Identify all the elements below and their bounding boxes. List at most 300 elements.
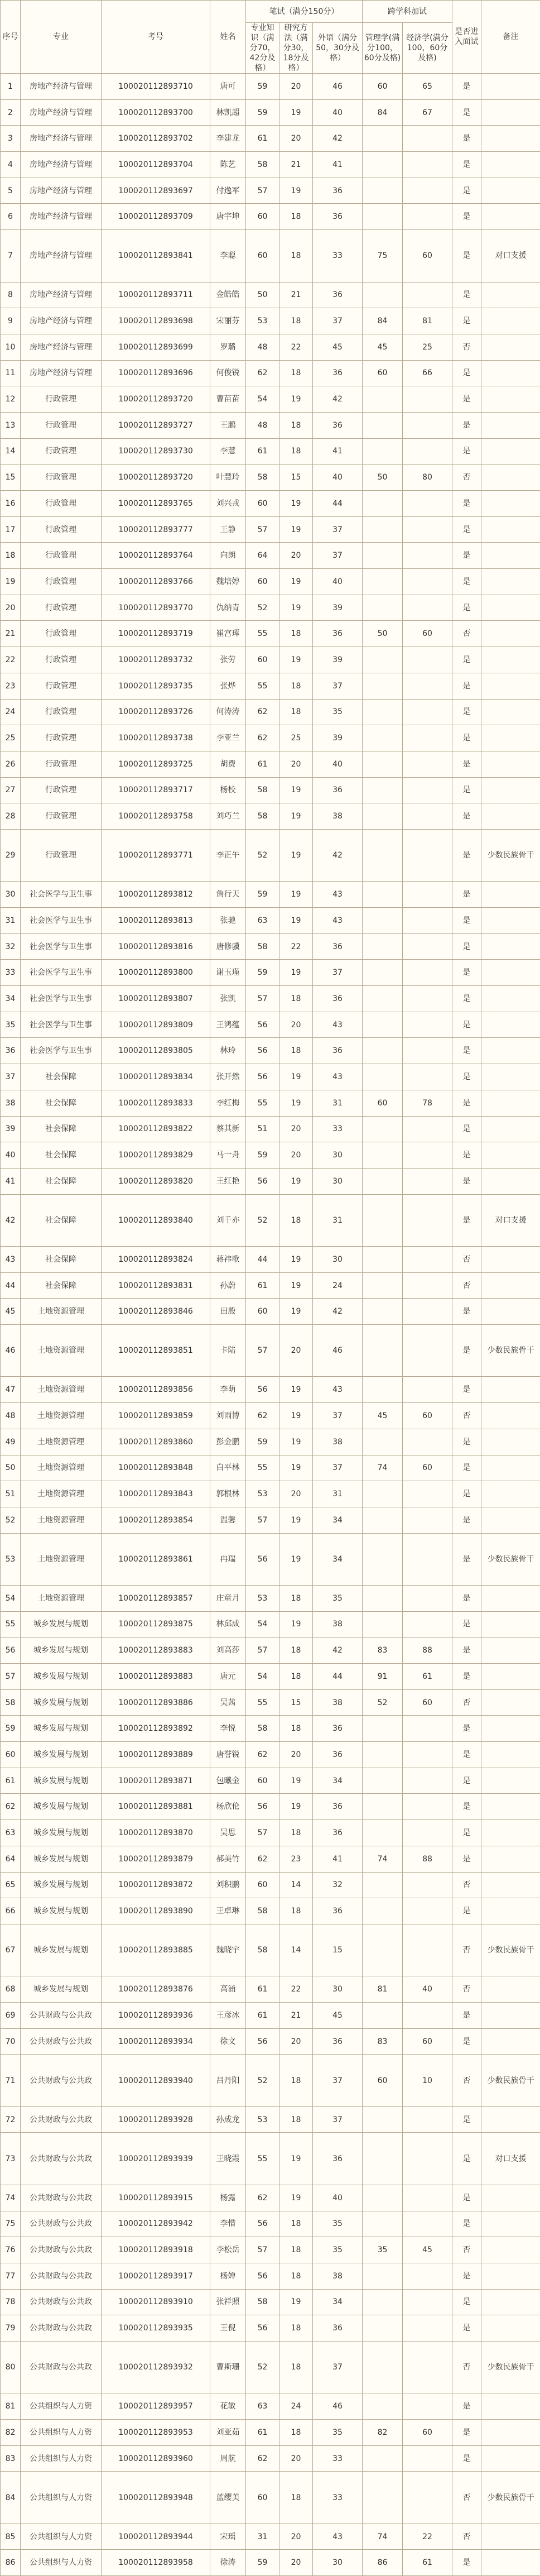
cell-foreign: 37 (313, 960, 363, 986)
cell-interview: 是 (452, 1455, 481, 1481)
cell-econ: 81 (403, 308, 452, 334)
cell-prof: 58 (246, 933, 279, 960)
cell-exam-no: 100020112893699 (102, 334, 210, 360)
table-row (1, 1455, 540, 1481)
cell-method: 19 (279, 178, 313, 204)
cell-interview: 是 (452, 882, 481, 908)
cell-seq: 17 (1, 516, 21, 543)
cell-method: 18 (279, 2420, 313, 2446)
cell-seq: 39 (1, 1116, 21, 1142)
cell-remark (481, 308, 540, 334)
cell-prof: 57 (246, 1325, 279, 1377)
cell-mgmt (363, 126, 403, 152)
cell-prof: 56 (246, 1168, 279, 1194)
cell-remark (481, 1272, 540, 1299)
table-row (1, 803, 540, 830)
cell-prof: 60 (246, 1768, 279, 1794)
cell-major: 行政管理 (21, 725, 102, 751)
cell-econ (403, 438, 452, 465)
cell-interview: 是 (452, 386, 481, 413)
cell-interview: 是 (452, 699, 481, 725)
table-row (1, 595, 540, 621)
header-major: 专业 (21, 1, 102, 74)
cell-econ: 60 (403, 2420, 452, 2446)
cell-prof: 52 (246, 595, 279, 621)
cell-mgmt (363, 2472, 403, 2524)
cell-interview: 是 (452, 1585, 481, 1611)
cell-interview: 否 (452, 1246, 481, 1272)
cell-seq: 9 (1, 308, 21, 334)
cell-name: 张凯 (210, 986, 246, 1012)
cell-remark (481, 1637, 540, 1664)
cell-foreign: 34 (313, 1533, 363, 1585)
table-row (1, 1090, 540, 1116)
cell-name: 周航 (210, 2445, 246, 2472)
cell-econ: 60 (403, 621, 452, 647)
cell-mgmt: 45 (363, 1403, 403, 1429)
cell-exam-no: 100020112893910 (102, 2289, 210, 2315)
cell-prof: 56 (246, 1012, 279, 1038)
table-row (1, 2237, 540, 2263)
cell-interview: 是 (452, 1090, 481, 1116)
cell-remark (481, 1716, 540, 1742)
cell-exam-no: 100020112893957 (102, 2393, 210, 2420)
cell-seq: 7 (1, 230, 21, 282)
cell-name: 李萌 (210, 1377, 246, 1403)
cell-remark: 少数民族骨干 (481, 1533, 540, 1585)
cell-prof: 59 (246, 99, 279, 126)
cell-prof: 52 (246, 2341, 279, 2393)
cell-remark: 对口支援 (481, 1194, 540, 1246)
cell-mgmt (363, 1742, 403, 1768)
header-written-prof: 专业知识（满分70，42分及格） (246, 23, 279, 74)
cell-major: 公共财政与公共政 (21, 2055, 102, 2106)
cell-interview: 是 (452, 1142, 481, 1169)
cell-seq: 70 (1, 2028, 21, 2055)
cell-econ (403, 1246, 452, 1272)
cell-econ: 22 (403, 2524, 452, 2550)
cell-method: 19 (279, 960, 313, 986)
cell-method: 18 (279, 2237, 313, 2263)
cell-name: 刘千亦 (210, 1194, 246, 1246)
cell-name: 包曦金 (210, 1768, 246, 1794)
cell-econ (403, 412, 452, 438)
cell-seq: 5 (1, 178, 21, 204)
cell-major: 行政管理 (21, 491, 102, 517)
cell-major: 土地资源管理 (21, 1429, 102, 1455)
cell-name: 李聪 (210, 230, 246, 282)
cell-major: 房地产经济与管理 (21, 99, 102, 126)
table-row (1, 621, 540, 647)
cell-method: 21 (279, 152, 313, 178)
cell-exam-no: 100020112893730 (102, 438, 210, 465)
cell-seq: 85 (1, 2524, 21, 2550)
cell-major: 公共财政与公共政 (21, 2133, 102, 2185)
cell-name: 刘高莎 (210, 1637, 246, 1664)
cell-foreign: 43 (313, 2524, 363, 2550)
table-row (1, 1377, 540, 1403)
cell-exam-no: 100020112893883 (102, 1664, 210, 1690)
cell-remark (481, 1976, 540, 2003)
cell-econ (403, 282, 452, 308)
cell-econ (403, 126, 452, 152)
cell-foreign: 31 (313, 1481, 363, 1507)
cell-mgmt (363, 2133, 403, 2185)
cell-interview: 是 (452, 2211, 481, 2237)
cell-econ (403, 1038, 452, 1064)
cell-name: 金皓皓 (210, 282, 246, 308)
cell-seq: 23 (1, 673, 21, 699)
cell-mgmt (363, 1611, 403, 1637)
cell-mgmt: 81 (363, 1976, 403, 2003)
cell-name: 李悦 (210, 1716, 246, 1742)
cell-seq: 47 (1, 1377, 21, 1403)
cell-major: 公共财政与公共政 (21, 2315, 102, 2342)
cell-seq: 31 (1, 908, 21, 934)
cell-seq: 58 (1, 1689, 21, 1716)
cell-interview: 否 (452, 1872, 481, 1898)
table-row (1, 960, 540, 986)
cell-remark (481, 1507, 540, 1533)
cell-exam-no: 100020112893710 (102, 74, 210, 100)
cell-exam-no: 100020112893829 (102, 1142, 210, 1169)
cell-mgmt (363, 1325, 403, 1377)
cell-seq: 75 (1, 2211, 21, 2237)
cell-remark (481, 569, 540, 595)
cell-seq: 65 (1, 1872, 21, 1898)
cell-foreign: 40 (313, 99, 363, 126)
cell-econ (403, 986, 452, 1012)
cell-seq: 79 (1, 2315, 21, 2342)
cell-major: 土地资源管理 (21, 1481, 102, 1507)
cell-foreign: 36 (313, 1038, 363, 1064)
cell-foreign: 37 (313, 1455, 363, 1481)
cell-interview: 是 (452, 1716, 481, 1742)
cell-major: 行政管理 (21, 751, 102, 777)
cell-interview: 是 (452, 1533, 481, 1585)
cell-econ (403, 2445, 452, 2472)
cell-foreign: 42 (313, 1299, 363, 1325)
cell-exam-no: 100020112893813 (102, 908, 210, 934)
cell-econ (403, 386, 452, 413)
cell-prof: 61 (246, 1976, 279, 2003)
cell-method: 19 (279, 1272, 313, 1299)
cell-name: 田殷 (210, 1299, 246, 1325)
table-row (1, 2185, 540, 2211)
cell-econ (403, 1768, 452, 1794)
cell-interview: 是 (452, 1377, 481, 1403)
cell-mgmt (363, 1116, 403, 1142)
cell-exam-no: 100020112893918 (102, 2237, 210, 2263)
cell-name: 李惜 (210, 2211, 246, 2237)
cell-major: 公共财政与公共政 (21, 2263, 102, 2289)
table-row (1, 1246, 540, 1272)
cell-econ (403, 2289, 452, 2315)
cell-foreign: 43 (313, 882, 363, 908)
cell-prof: 59 (246, 2550, 279, 2576)
cell-major: 土地资源管理 (21, 1533, 102, 1585)
cell-mgmt (363, 1038, 403, 1064)
cell-econ (403, 569, 452, 595)
header-name: 姓名 (210, 1, 246, 74)
cell-method: 15 (279, 465, 313, 491)
cell-interview: 是 (452, 74, 481, 100)
cell-econ (403, 2211, 452, 2237)
cell-foreign: 41 (313, 152, 363, 178)
cell-interview: 是 (452, 2315, 481, 2342)
cell-name: 叶慧玲 (210, 465, 246, 491)
cell-prof: 58 (246, 1898, 279, 1924)
cell-prof: 57 (246, 178, 279, 204)
cell-foreign: 34 (313, 1507, 363, 1533)
cell-seq: 28 (1, 803, 21, 830)
table-row (1, 986, 540, 1012)
cell-remark (481, 1064, 540, 1090)
table-row (1, 230, 540, 282)
table-row (1, 569, 540, 595)
cell-foreign: 40 (313, 2185, 363, 2211)
cell-exam-no: 100020112893720 (102, 465, 210, 491)
cell-econ: 65 (403, 74, 452, 100)
cell-seq: 84 (1, 2472, 21, 2524)
cell-econ (403, 1168, 452, 1194)
cell-method: 19 (279, 1246, 313, 1272)
cell-name: 杨欣伦 (210, 1794, 246, 1820)
cell-seq: 24 (1, 699, 21, 725)
cell-remark (481, 1664, 540, 1690)
cell-method: 20 (279, 1142, 313, 1169)
cell-exam-no: 100020112893816 (102, 933, 210, 960)
cell-econ (403, 1325, 452, 1377)
cell-mgmt (363, 1794, 403, 1820)
table-row (1, 74, 540, 100)
cell-seq: 57 (1, 1664, 21, 1690)
cell-interview: 是 (452, 204, 481, 230)
cell-exam-no: 100020112893696 (102, 360, 210, 386)
cell-prof: 61 (246, 751, 279, 777)
cell-prof: 57 (246, 986, 279, 1012)
cell-major: 公共财政与公共政 (21, 2106, 102, 2133)
cell-foreign: 35 (313, 2211, 363, 2237)
cell-method: 19 (279, 2289, 313, 2315)
cell-prof: 62 (246, 1846, 279, 1872)
cell-exam-no: 100020112893843 (102, 1481, 210, 1507)
cell-prof: 62 (246, 725, 279, 751)
cell-foreign: 45 (313, 2002, 363, 2028)
cell-exam-no: 100020112893856 (102, 1377, 210, 1403)
cell-prof: 61 (246, 2420, 279, 2446)
cell-foreign: 34 (313, 2289, 363, 2315)
cell-prof: 62 (246, 1742, 279, 1768)
table-row (1, 2472, 540, 2524)
cell-econ: 67 (403, 99, 452, 126)
cell-econ: 60 (403, 1403, 452, 1429)
cell-remark (481, 1012, 540, 1038)
cell-major: 公共财政与公共政 (21, 2028, 102, 2055)
cell-interview: 是 (452, 491, 481, 517)
cell-interview: 是 (452, 725, 481, 751)
cell-prof: 58 (246, 1716, 279, 1742)
cell-major: 行政管理 (21, 829, 102, 881)
cell-foreign: 42 (313, 1637, 363, 1664)
cell-seq: 19 (1, 569, 21, 595)
cell-seq: 66 (1, 1898, 21, 1924)
cell-remark (481, 1585, 540, 1611)
cell-prof: 59 (246, 1142, 279, 1169)
cell-mgmt: 60 (363, 2055, 403, 2106)
cell-method: 19 (279, 1507, 313, 1533)
table-row (1, 1064, 540, 1090)
cell-method: 19 (279, 1533, 313, 1585)
cell-name: 宋瑶 (210, 2524, 246, 2550)
cell-interview: 否 (452, 2237, 481, 2263)
cell-method: 19 (279, 647, 313, 673)
cell-foreign: 15 (313, 1924, 363, 1976)
cell-remark (481, 751, 540, 777)
cell-remark: 少数民族骨干 (481, 1325, 540, 1377)
cell-method: 18 (279, 2211, 313, 2237)
cell-interview: 是 (452, 1064, 481, 1090)
cell-remark (481, 1846, 540, 1872)
cell-econ (403, 1142, 452, 1169)
cell-major: 社会医学与卫生事 (21, 1038, 102, 1064)
cell-name: 白平林 (210, 1455, 246, 1481)
table-row (1, 2002, 540, 2028)
cell-econ (403, 1585, 452, 1611)
cell-major: 行政管理 (21, 777, 102, 803)
cell-seq: 22 (1, 647, 21, 673)
table-row (1, 1637, 540, 1664)
cell-prof: 53 (246, 1585, 279, 1611)
cell-foreign: 43 (313, 908, 363, 934)
cell-seq: 43 (1, 1246, 21, 1272)
table-row (1, 1716, 540, 1742)
cell-prof: 60 (246, 2472, 279, 2524)
cell-remark (481, 2237, 540, 2263)
table-row (1, 152, 540, 178)
cell-remark (481, 803, 540, 830)
cell-foreign: 37 (313, 1403, 363, 1429)
cell-major: 城乡发展与规划 (21, 1664, 102, 1690)
cell-name: 王倪 (210, 2315, 246, 2342)
cell-econ (403, 1272, 452, 1299)
cell-foreign: 35 (313, 2420, 363, 2446)
cell-prof: 52 (246, 1194, 279, 1246)
cell-interview: 否 (452, 2472, 481, 2524)
cell-foreign: 46 (313, 74, 363, 100)
cell-name: 李正午 (210, 829, 246, 881)
cell-econ (403, 1194, 452, 1246)
cell-foreign: 36 (313, 178, 363, 204)
cell-major: 城乡发展与规划 (21, 1611, 102, 1637)
cell-foreign: 37 (313, 308, 363, 334)
cell-seq: 59 (1, 1716, 21, 1742)
cell-method: 18 (279, 2106, 313, 2133)
cell-method: 19 (279, 1064, 313, 1090)
cell-method: 18 (279, 2315, 313, 2342)
cell-interview: 是 (452, 282, 481, 308)
table-row (1, 99, 540, 126)
table-row (1, 1116, 540, 1142)
cell-prof: 53 (246, 2106, 279, 2133)
cell-name: 李亚兰 (210, 725, 246, 751)
cell-exam-no: 100020112893928 (102, 2106, 210, 2133)
cell-mgmt (363, 2393, 403, 2420)
cell-mgmt (363, 1429, 403, 1455)
cell-prof: 60 (246, 204, 279, 230)
cell-seq: 13 (1, 412, 21, 438)
header-cross-mgmt: 管理学(满分100，60分及格) (363, 23, 403, 74)
cell-name: 刘雨博 (210, 1403, 246, 1429)
cell-seq: 86 (1, 2550, 21, 2576)
cell-prof: 54 (246, 1611, 279, 1637)
table-row (1, 282, 540, 308)
cell-interview: 是 (452, 2550, 481, 2576)
cell-remark (481, 1872, 540, 1898)
cell-mgmt (363, 2002, 403, 2028)
cell-remark (481, 360, 540, 386)
cell-prof: 59 (246, 74, 279, 100)
cell-exam-no: 100020112893942 (102, 2211, 210, 2237)
cell-prof: 55 (246, 1689, 279, 1716)
cell-mgmt (363, 1924, 403, 1976)
cell-remark (481, 1090, 540, 1116)
cell-name: 卡陆 (210, 1325, 246, 1377)
cell-mgmt (363, 1533, 403, 1585)
cell-exam-no: 100020112893876 (102, 1976, 210, 2003)
cell-interview: 否 (452, 465, 481, 491)
table-row (1, 1168, 540, 1194)
cell-exam-no: 100020112893822 (102, 1116, 210, 1142)
cell-econ (403, 2263, 452, 2289)
cell-interview: 是 (452, 1768, 481, 1794)
cell-remark (481, 1689, 540, 1716)
table-row (1, 882, 540, 908)
cell-major: 城乡发展与规划 (21, 1742, 102, 1768)
cell-foreign: 37 (313, 673, 363, 699)
table-row (1, 308, 540, 334)
cell-name: 冉瑞 (210, 1533, 246, 1585)
cell-interview: 是 (452, 1194, 481, 1246)
cell-exam-no: 100020112893944 (102, 2524, 210, 2550)
cell-major: 公共财政与公共政 (21, 2289, 102, 2315)
cell-remark (481, 2028, 540, 2055)
cell-name: 杨校 (210, 777, 246, 803)
cell-remark: 少数民族骨干 (481, 1924, 540, 1976)
cell-exam-no: 100020112893711 (102, 282, 210, 308)
cell-name: 徐文 (210, 2028, 246, 2055)
cell-foreign: 30 (313, 1142, 363, 1169)
cell-interview: 是 (452, 751, 481, 777)
cell-method: 19 (279, 777, 313, 803)
cell-seq: 73 (1, 2133, 21, 2185)
table-row (1, 1429, 540, 1455)
table-row (1, 2133, 540, 2185)
cell-econ (403, 516, 452, 543)
cell-econ (403, 2315, 452, 2342)
cell-prof: 59 (246, 960, 279, 986)
cell-seq: 4 (1, 152, 21, 178)
cell-interview: 否 (452, 1689, 481, 1716)
cell-interview: 是 (452, 126, 481, 152)
cell-foreign: 36 (313, 621, 363, 647)
cell-seq: 60 (1, 1742, 21, 1768)
cell-econ (403, 1924, 452, 1976)
table-row (1, 386, 540, 413)
cell-remark (481, 777, 540, 803)
cell-method: 19 (279, 1455, 313, 1481)
cell-prof: 60 (246, 1872, 279, 1898)
